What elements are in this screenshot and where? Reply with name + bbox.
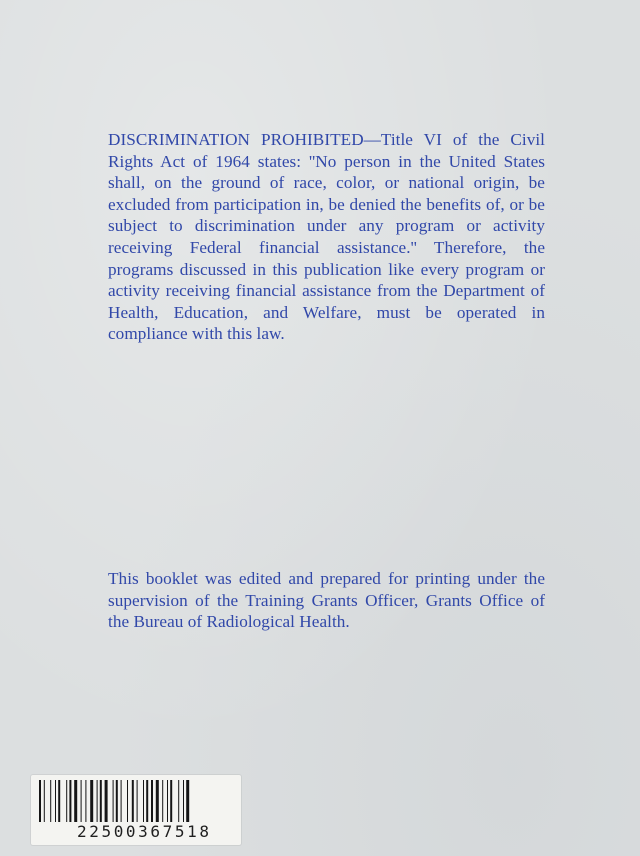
barcode-bars	[37, 780, 235, 822]
barcode-bar	[58, 780, 60, 822]
barcode-bar	[183, 780, 184, 822]
barcode-number: 22500367518	[77, 822, 212, 841]
civil-rights-notice: DISCRIMINATION PROHIBITED—Title VI of the Civil Rights Act of 1964 states: ''No person in the United States shall, on the ground of race, color, or national origin, be excluded from participation in, be denied the benefits of, or be subject to discrimination under any program or activity receiving Federal financial assistance.'' Therefore, the programs discussed in this publication like every program or activity receiving financial assistance from the Department of Health, Education, and Welfare, must be operated in compliance with this law.	[108, 130, 545, 344]
barcode-bar	[186, 780, 189, 822]
barcode-bar	[74, 780, 77, 822]
barcode-bar	[69, 780, 71, 822]
barcode-bar	[55, 780, 56, 822]
barcode-bar	[44, 780, 45, 822]
barcode-bar	[146, 780, 148, 822]
barcode-bar	[50, 780, 51, 822]
barcode-bar	[137, 780, 138, 822]
barcode-bar	[162, 780, 163, 822]
barcode-bar	[178, 780, 179, 822]
barcode-bar	[132, 780, 134, 822]
barcode-bar	[121, 780, 122, 822]
barcode-bar	[100, 780, 102, 822]
editorial-credit: This booklet was edited and prepared for printing under the supervision of the Training Grants Officer, Grants Office of the Bureau of Radiological Health.	[108, 569, 545, 632]
barcode-bar	[156, 780, 159, 822]
barcode-bar	[90, 780, 93, 822]
barcode-bar	[167, 780, 168, 822]
barcode-bar	[39, 780, 41, 822]
barcode-bar	[127, 780, 128, 822]
barcode-bar	[116, 780, 118, 822]
barcode-bar	[170, 780, 172, 822]
barcode-bar	[97, 780, 98, 822]
library-barcode-label	[31, 775, 241, 845]
barcode-bar	[143, 780, 144, 822]
barcode-bar	[66, 780, 67, 822]
barcode-bar	[151, 780, 153, 822]
barcode-bar	[85, 780, 86, 822]
barcode-bar	[105, 780, 108, 822]
barcode-bar	[113, 780, 114, 822]
barcode-bar	[81, 780, 82, 822]
